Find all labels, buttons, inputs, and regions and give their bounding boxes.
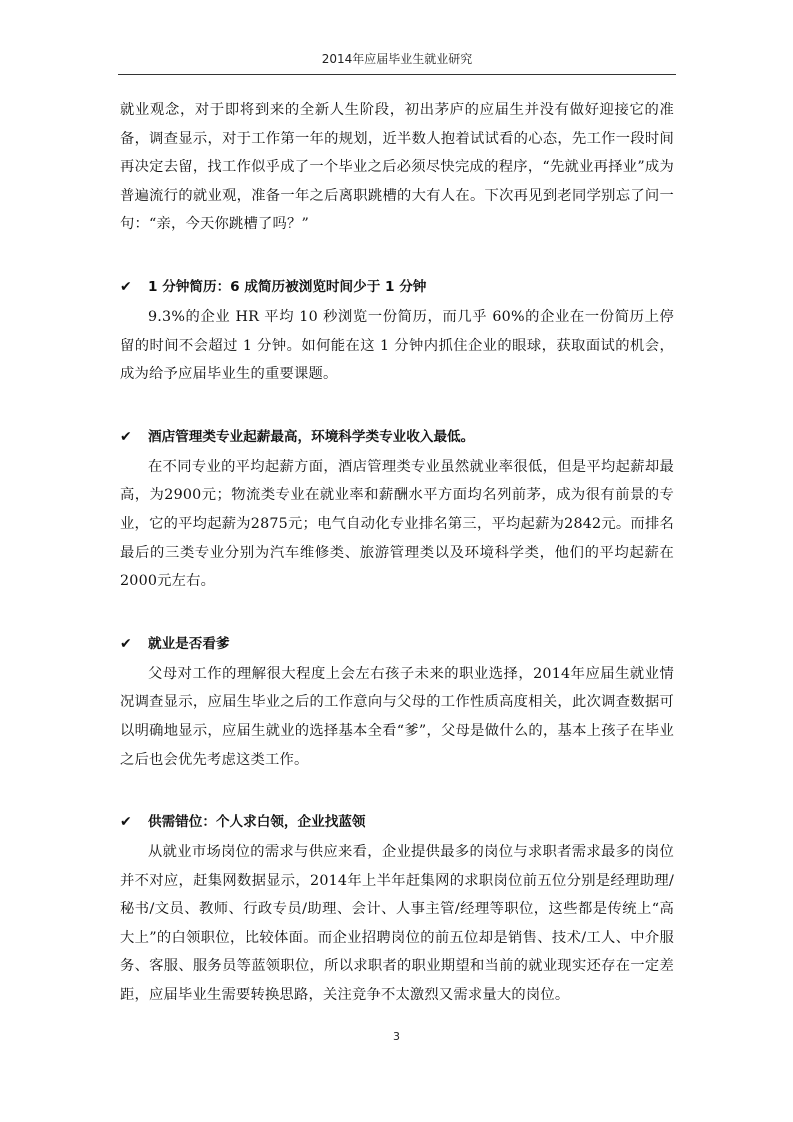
section-heading-text: 就业是否看爹	[148, 635, 230, 652]
section-body: 从就业市场岗位的需求与供应来看，企业提供最多的岗位与求职者需求最多的岗位并不对应，赶集网数据显示，2014年上半年赶集网的求职岗位前五位分别是经理助理/秘书/文员、教师、行政专员/助理、会计、人事主管/经理等职位，这些都是传统上“高大上”的白领职位，比较体面。而企业招聘岗位的前五位却是销售、技术/工人、中介服务、客服、服务员等蓝领职位，所以求职者的职业期望和当前的就业现实还存在一定差距，应届毕业生需要转换思路，关注竞争不太激烈又需求量大的岗位。	[120, 844, 674, 1004]
section-heading	[120, 630, 674, 658]
checkmark-icon: ✔	[120, 814, 132, 831]
intro-paragraph: 就业观念，对于即将到来的全新人生阶段，初出茅庐的应届生并没有做好迎接它的准备，调查显示，对于工作第一年的规划，近半数人抱着试试看的心态，先工作一段时间再决定去留，找工作似乎成了一个毕业之后必须尽快完成的程序，“先就业再择业”成为普遍流行的就业观，准备一年之后离职跳槽的大有人在。下次再见到老同学别忘了问一句：“亲，今天你跳槽了吗？”	[120, 102, 674, 233]
document-body	[120, 96, 674, 1010]
page-header: 2014年应届毕业生就业研究	[321, 52, 473, 66]
section-salary	[120, 423, 674, 596]
section-parents	[120, 630, 674, 774]
section-heading-text: 1 分钟简历：6 成简历被浏览时间少于 1 分钟	[148, 278, 427, 295]
section-heading-text: 供需错位：个人求白领，企业找蓝领	[148, 814, 366, 831]
section-heading	[120, 273, 674, 301]
checkmark-icon: ✔	[120, 278, 132, 295]
checkmark-icon: ✔	[120, 428, 132, 445]
section-resume	[120, 273, 674, 389]
section-body: 在不同专业的平均起薪方面，酒店管理类专业虽然就业率很低，但是平均起薪却最高，为2900元；物流类专业在就业率和薪酬水平方面均名列前茅，成为很有前景的专业，它的平均起薪为2875元；电气自动化专业排名第三，平均起薪为2842元。而排名最后的三类专业分别为汽车维修类、旅游管理类以及环境科学类，他们的平均起薪在2000元左右。	[120, 458, 674, 590]
section-heading	[120, 423, 674, 451]
section-heading	[120, 808, 674, 836]
section-body: 9.3%的企业 HR 平均 10 秒浏览一份简历，而几乎 60%的企业在一份简历上停留的时间不会超过 1 分钟。如何能在这 1 分钟内抓住企业的眼球，获取面试的机会，成为给予应届毕业生的重要课题。	[120, 308, 674, 383]
section-supply-demand	[120, 808, 674, 1010]
section-body: 父母对工作的理解很大程度上会左右孩子未来的职业选择，2014年应届生就业情况调查显示，应届生毕业之后的工作意向与父母的工作性质高度相关，此次调查数据可以明确地显示，应届生就业的选择基本全看“爹”，父母是做什么的，基本上孩子在毕业之后也会优先考虑这类工作。	[120, 665, 674, 768]
checkmark-icon: ✔	[120, 635, 132, 652]
section-heading-text: 酒店管理类专业起薪最高，环境科学类专业收入最低。	[148, 428, 475, 445]
page-number: 3	[393, 1030, 400, 1043]
header-rule	[118, 74, 676, 75]
